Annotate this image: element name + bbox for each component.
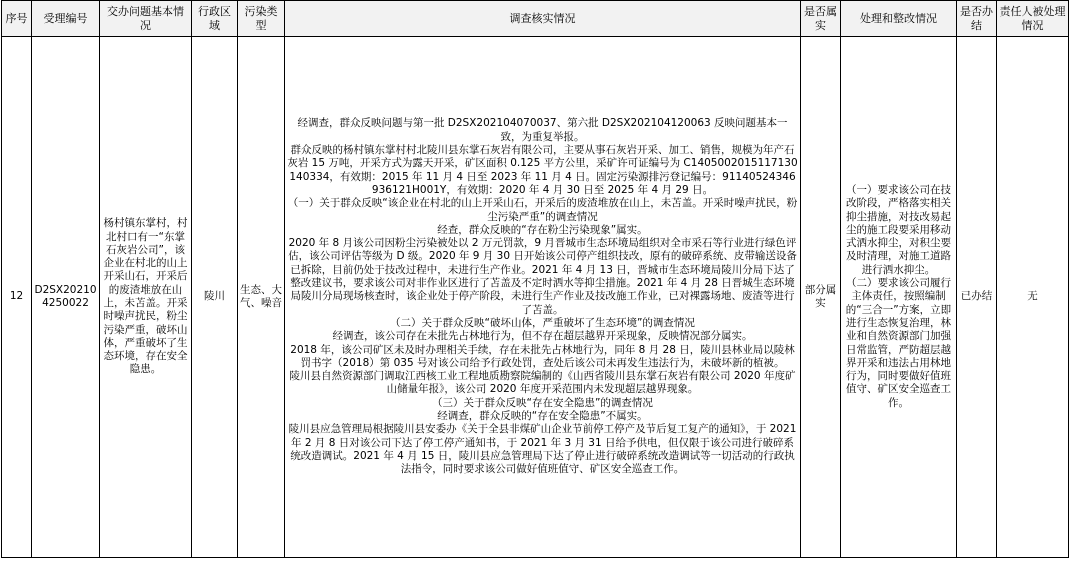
- measure-item: （一）要求该公司在技改阶段，严格落实相关抑尘措施，对技改易起尘的施工段要采用移动式洒水抑尘，对积尘要及时清理，对施工道路进行洒水抑尘。: [846, 183, 951, 276]
- header-measures: 处理和整改情况: [841, 1, 957, 37]
- survey-paragraph: 2018 年，该公司矿区未及时办理相关手续，存在未批先占林地行为，同年 8 月 28 日，陵川县林业局以陵林罚书字（2018）第 035 号对该公司给予行政处罚，查处后该公司未再发生违法行为，未破坏新的植被。: [290, 343, 795, 369]
- survey-section-heading: （三）关于群众反映“存在安全隐患”的调查情况: [432, 396, 653, 409]
- header-case-no: 受理编号: [32, 1, 100, 37]
- survey-paragraph: 群众反映的杨村镇东掌村村北陵川县东掌石灰岩有限公司，主要从事石灰岩开采、加工、销售，规模为年产石灰岩 15 万吨，开采方式为露天开采，矿区面积 0.125 平方公里，采矿许可证编号为 C1405002015117130140334，有效期：2015 年 11 月 4 日至 2023 年 11 月 4 日。固定污染源排污登记编号：91140524346936121H001Y，有效期：2020 年 4 月 30 日至 2025 年 4 月 29 日。: [287, 144, 798, 196]
- header-seq: 序号: [2, 1, 32, 37]
- survey-paragraph: 2020 年 8 月该公司因粉尘污染被处以 2 万元罚款，9 月晋城市生态环境局组织对全市采石等行业进行绿色评估，该公司评估等级为 D 级。2020 年 9 月 30 日开始该公司停产组织技改，原有的破碎系统、皮带输送设备已拆除，目前仍处于技改过程中，未进行生产作业。2021 年 4 月 13 日，晋城市生态环境局陵川分局下达了整改建议书，要求该公司对非作业区进行了苫盖及不定时洒水等抑尘措施。2021 年 4 月 28 日晋城生态环境局陵川分局现场核查时，该企业处于停产阶段，未进行生产作业及技改施工作业，已对裸露场地、废渣等进行了苫盖。: [288, 237, 797, 316]
- case-no-cell: D2SX202104250022: [32, 37, 100, 558]
- survey-paragraph: 经调查，群众反映问题与第一批 D2SX202104070037、第六批 D2SX202104120063 反映问题基本一致，为重复举报。: [297, 117, 788, 143]
- header-pollution-type: 污染类型: [238, 1, 285, 37]
- header-district: 行政区域: [192, 1, 238, 37]
- problem-cell: 杨村镇东掌村，村北村口有一“东掌石灰岩公司”，该企业在村北的山上开采山石，开采后的废渣堆放在山上，未苫盖。开采时噪声扰民，粉尘污染严重，破坏山体，严重破坏了生态环境，存在安全隐患。: [100, 37, 192, 558]
- measures-cell: [841, 37, 957, 558]
- district-cell: 陵川: [192, 37, 238, 558]
- table-row: [2, 37, 1069, 558]
- survey-section-heading: （二）关于群众反映“破坏山体，严重破坏了生态环境”的调查情况: [390, 316, 695, 329]
- case-table: [1, 0, 1069, 558]
- header-accountability: 责任人被处理情况: [997, 1, 1069, 37]
- header-problem: 交办问题基本情况: [100, 1, 192, 37]
- header-verified: 是否属实: [801, 1, 841, 37]
- survey-paragraph: 经调查，该公司存在未批先占林地行为，但不存在超层越界开采现象，反映情况部分属实。: [332, 330, 753, 343]
- survey-paragraph: 经调查，群众反映的“存在安全隐患”不属实。: [437, 410, 648, 423]
- header-survey: 调查核实情况: [285, 1, 801, 37]
- pollution-type-cell: 生态、大气、噪音: [238, 37, 285, 558]
- survey-cell: [285, 37, 801, 558]
- header-row: [2, 1, 1069, 37]
- closed-cell: 已办结: [957, 37, 997, 558]
- survey-paragraph: 陵川县应急管理局根据陵川县安委办《关于全县非煤矿山企业节前停工停产及节后复工复产的通知》，于 2021 年 2 月 8 日对该公司下达了停工停产通知书，于 2021 年 3 月 31 日给予供电，但仅限于该公司进行破碎系统改造调试。2021 年 4 月 15 日，陵川县应急管理局下达了停止进行破碎系统改造调试等一切活动的行政执法指令，同时要求该公司做好值班值守、矿区安全巡查工作。: [288, 423, 797, 476]
- measure-item: （二）要求该公司履行主体责任，按照编制的“三合一”方案，立即进行生态恢复治理，林业和自然资源部门加强日常监管，严防超层越界开采和违法占用林地行为，同时要做好值班值守、矿区安全巡查工作。: [845, 277, 952, 409]
- survey-paragraph: 陵川县自然资源部门调取江西核工业工程地质勘察院编制的《山西省陵川县东掌石灰岩有限公司 2020 年度矿山储量年报》，该公司 2020 年度开采范围内未发现超层越界现象。: [289, 370, 796, 396]
- survey-paragraph: 经查，群众反映的“存在粉尘污染现象”属实。: [437, 223, 648, 236]
- survey-section-heading: （一）关于群众反映“该企业在村北的山上开采山石，开采后的废渣堆放在山上，未苫盖。开采时噪声扰民，粉尘污染严重”的调查情况: [287, 197, 798, 223]
- seq-cell: 12: [2, 37, 32, 558]
- accountability-cell: 无: [997, 37, 1069, 558]
- verified-cell: 部分属实: [801, 37, 841, 558]
- header-closed: 是否办结: [957, 1, 997, 37]
